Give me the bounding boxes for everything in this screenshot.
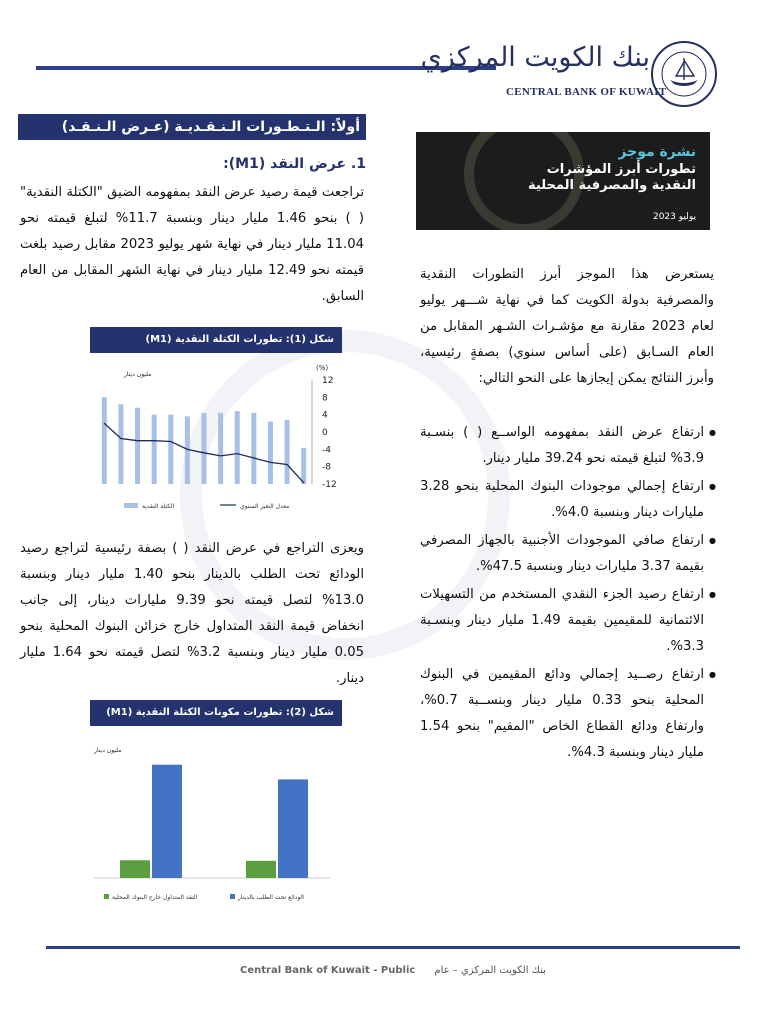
figure1-bar	[202, 413, 207, 484]
list-item: ● ارتفاع رصيد الجزء النقدي المستخدم من التسهيلات الائتمانية للمقيمين بقيمة 1.49 مليار دينار وبنسـبة 3.3%.	[420, 582, 714, 660]
legend-label-deposits: الودائع تحت الطلب بالدينار	[238, 894, 304, 901]
footer-english: Central Bank of Kuwait - Public	[240, 965, 416, 976]
figure1-tick-label: 4	[322, 410, 328, 421]
figure1-tick-label: -4	[322, 445, 331, 456]
list-item: ● ارتفاع إجمالي موجودات البنوك المحلية بنحو 3.28 مليارات دينار وبنسبة 4.0%.	[420, 474, 714, 526]
section-heading: أولاً: الـتـطـورات الـنـقـديـة (عـرض الـنـقـد)	[18, 114, 366, 140]
figure1-bar	[102, 397, 107, 484]
figure1-bar	[268, 422, 273, 484]
list-item: ● ارتفاع رصــيد إجمالي ودائع المقيمين في البنوك المحلية بنحو 0.33 مليار دينار وبنســبة 0.7%، وارتفاع ودائع القطاع الخاص "المقيم" بنحو 1.54 مليار دينار وبنسبة 4.3%.	[420, 662, 714, 766]
figure2-bar	[278, 779, 308, 878]
figure1-rate-point	[303, 482, 304, 483]
figure1-rate-point	[270, 462, 271, 463]
figure1-rate-point	[154, 440, 155, 441]
figure1-tick-label: -12	[322, 480, 337, 490]
figure1-bar	[235, 411, 240, 484]
figure1-tick-label: 8	[322, 393, 328, 404]
figure2-unit-left: مليون دينار	[94, 747, 122, 754]
figure1-rate-point	[187, 449, 188, 450]
legend-swatch-cash	[104, 894, 109, 899]
figure1-title: شكل (1): تطورات الكتلة النقدية (M1)	[90, 327, 342, 353]
figure1-rate-point	[253, 457, 254, 458]
figure2-bar	[152, 765, 182, 878]
figure1-rate-point	[170, 441, 171, 442]
logo-english: CENTRAL BANK OF KUWAIT	[506, 86, 667, 98]
figure1-tick-label: 12	[322, 376, 334, 386]
figure1-rate-point	[286, 464, 287, 465]
figure1-tick-label: 0	[322, 428, 328, 438]
figure1-bar	[285, 420, 290, 484]
figure1-bar	[218, 413, 223, 484]
legend-label-rate: معدل التغير السنوي	[240, 503, 290, 510]
figure1-rate-point	[220, 455, 221, 456]
figure1-bar	[168, 415, 173, 484]
logo-arabic: بنك الكويت المركزي	[420, 42, 650, 73]
figure1-unit-left: مليون دينار	[124, 371, 152, 378]
findings-list	[420, 420, 714, 768]
cover-date: يوليو 2023	[652, 212, 696, 222]
figure1-rate-point	[104, 423, 105, 424]
figure1-rate-point	[237, 453, 238, 454]
paragraph-m1-drivers: ويعزى التراجع في عرض النقد ( ) بصفة رئيسية لتراجع رصيد الودائع تحت الطلب بالدينار بنحو 1.40 مليار دينار وبنسبة 13.0% لتصل قيمته نحو 9.39 مليارات دينار، إلى جانب انخفاض قيمة النقد المتداول خارج خزائن البنوك المحلية بنحو 0.05 مليار دينار وبنسبة 3.2% لتصل قيمته نحو 1.64 مليار دينار.	[20, 541, 364, 686]
figure1-rate-point	[120, 438, 121, 439]
figure1-rate-point	[203, 452, 204, 453]
figure1-bar	[301, 448, 306, 484]
bulletin-cover-image	[416, 132, 710, 230]
figure1-unit-right: (%)	[316, 364, 329, 372]
legend-swatch-m1	[124, 503, 138, 508]
figure1-bar	[118, 404, 123, 484]
figure1-chart	[80, 358, 350, 518]
figure2-chart	[80, 732, 350, 912]
cover-label: نشرة موجز	[618, 144, 696, 160]
figure2-bar	[246, 861, 276, 878]
cover-title: تطورات أبرز المؤشرات النقدية والمصرفية المحلية	[528, 162, 696, 193]
figure2-title: شكل (2): تطورات مكونات الكتلة النقدية (M1)	[90, 700, 342, 726]
bank-seal-icon	[650, 40, 718, 108]
legend-swatch-deposits	[230, 894, 235, 899]
footer-rule	[46, 946, 740, 949]
figure2-bar	[120, 860, 150, 878]
sub-heading: 1. عرض النقد (M1):	[223, 156, 366, 172]
list-item: ● ارتفاع عرض النقد بمفهومه الواســع ( ) بنسـبة 3.9% لتبلغ قيمته نحو 39.24 مليار دينار.	[420, 420, 714, 472]
figure1-bar	[251, 413, 256, 484]
legend-label-cash: النقد المتداول خارج البنوك المحلية	[112, 894, 198, 901]
figure1-bar	[152, 415, 157, 484]
intro-paragraph: يستعرض هذا الموجز أبرز التطورات النقدية والمصرفية بدولة الكويت كما في نهاية شـــهر يوليو لعام 2023 مقارنة مع مؤشـرات الشـهر المقابل من العام السـابق (على أساس سنوي) بصفةٍ رئيسية، وأبرز النتائج يمكن إيجازها على النحو التالي:	[420, 267, 714, 386]
footer	[240, 965, 570, 976]
figure1-tick-label: -8	[322, 462, 331, 473]
figure1-rate-point	[137, 440, 138, 441]
footer-arabic: بنك الكويت المركزي – عام	[434, 965, 546, 976]
paragraph-m1: تراجعت قيمة رصيد عرض النقد بمفهومه الضيق "الكتلة النقدية" ( ) بنحو 1.46 مليار دينار وبنسبة 11.7% لتبلغ قيمته نحو 11.04 مليار دينار في نهاية شهر يوليو 2023 مقابل رصيد بلغت قيمته نحو 12.49 مليار دينار في نهاية الشهر المقابل من العام السابق.	[20, 185, 365, 304]
figure1-bar	[135, 408, 140, 484]
legend-label-m1: الكتلة النقدية	[142, 503, 175, 510]
list-item: ● ارتفاع صافي الموجودات الأجنبية بالجهاز المصرفي بقيمة 3.37 مليارات دينار وبنسبة 47.5%.	[420, 528, 714, 580]
